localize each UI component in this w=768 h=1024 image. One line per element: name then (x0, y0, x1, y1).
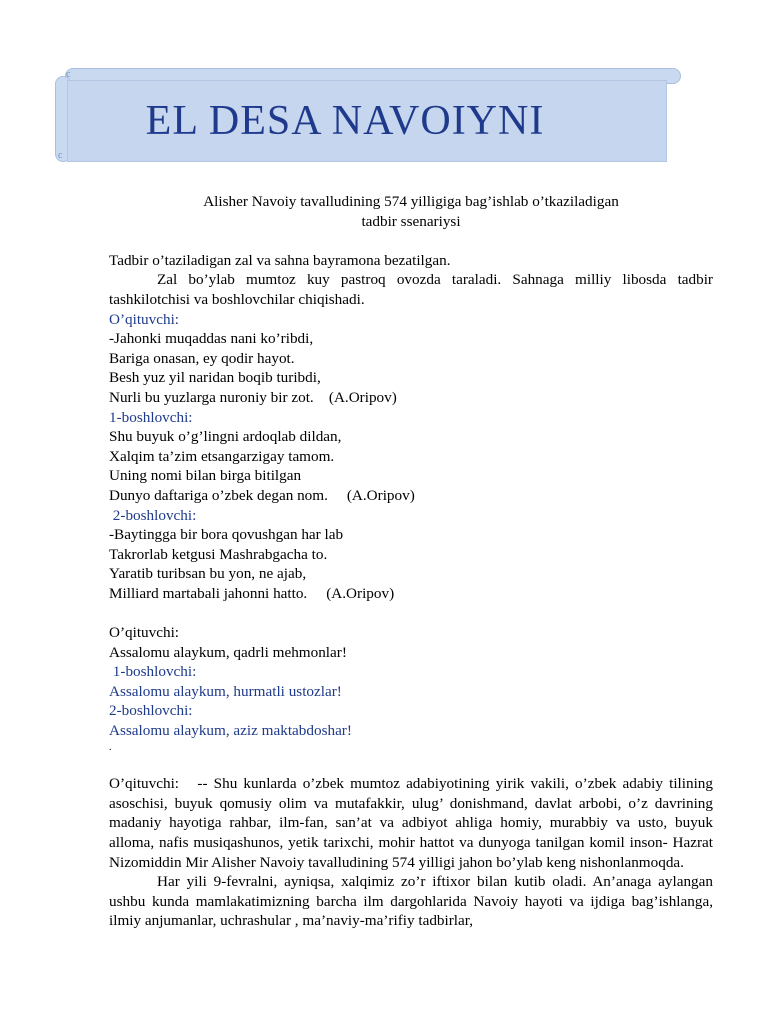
banner-panel (67, 80, 667, 162)
scroll-curl-icon: c (58, 150, 63, 161)
verse-line: Dunyo daftariga o’zbek degan nom. (A.Oripov) (109, 486, 415, 504)
speaker-label: O’qituvchi: (109, 310, 180, 328)
greeting-line: Assalomu alaykum, hurmatli ustozlar! (109, 682, 342, 700)
greeting-line: Assalomu alaykum, qadrli mehmonlar! (109, 643, 347, 661)
document-body (109, 192, 721, 931)
verse-line: -Jahonki muqaddas nani ko’ribdi, (109, 330, 314, 348)
verse-line: Xalqim ta’zim etsangarzigay tamom. (109, 447, 335, 465)
verse-line: Besh yuz yil naridan boqib turibdi, (109, 369, 321, 387)
speaker-label: O’qituvchi: (109, 624, 180, 642)
greeting-line: Assalomu alaykum, aziz maktabdoshar! (109, 722, 352, 740)
verse-line: Milliard martabali jahonni hatto. (A.Oripov) (109, 584, 395, 602)
intro-line: Tadbir o’taziladigan zal va sahna bayramona bezatilgan. (109, 251, 451, 269)
page-title: EL DESA NAVOIYNI (145, 98, 545, 144)
verse-line: Uning nomi bilan birga bitilgan (109, 467, 302, 485)
verse-line: Shu buyuk o’g’lingni ardoqlab dildan, (109, 428, 342, 446)
speaker-label: 2-boshlovchi: (109, 506, 197, 524)
verse-line: Bariga onasan, ey qodir hayot. (109, 349, 295, 367)
spacer (109, 755, 713, 775)
verse-line: Nurli bu yuzlarga nuroniy bir zot. (A.Oripov) (109, 388, 397, 406)
verse-line: Takrorlab ketgusi Mashrabgacha to. (109, 545, 328, 563)
speaker-label: 2-boshlovchi: (109, 702, 193, 720)
speaker-label: 1-boshlovchi: (109, 663, 197, 681)
subtitle-line: Alisher Navoiy tavalludining 574 yilligiga bag’ishlab o’tkaziladigan (203, 193, 619, 210)
title-banner (55, 68, 681, 164)
spacer (109, 231, 713, 251)
body-paragraph: Har yili 9-fevralni, ayniqsa, xalqimiz zo’r iftixor bilan kutib oladi. An’anaga aylangan ushbu kunda mamlakatimizning barcha ilm dargohlarida Navoiy hayoti va ijdiga bag’ishlanga, ilmiy anjumanlar, uchrashular , ma’naviy-ma’rifiy tadbirlar, (109, 873, 713, 930)
scroll-curl-icon: c (66, 69, 71, 80)
speaker-label: 1-boshlovchi: (109, 408, 193, 426)
spacer (109, 603, 713, 623)
separator-dot: . (109, 741, 112, 753)
subtitle-line: tadbir ssenariysi (361, 212, 461, 230)
verse-line: Yaratib turibsan bu yon, ne ajab, (109, 565, 307, 583)
intro-paragraph: Zal bo’ylab mumtoz kuy pastroq ovozda taraladi. Sahnaga milliy libosda tadbir tashkilotchisi va boshlovchilar chiqishadi. (109, 271, 713, 308)
body-paragraph: O’qituvchi: -- Shu kunlarda o’zbek mumtoz adabiyotining yirik vakili, o’zbek adabiy tilining asoschisi, buyuk qomusiy olim va mutafakkir, ulug’ donishmand, davlat arbobi, o’z davrining madaniy hayotiga rahbar, ilm-fan, san’at va adbiyot ahliga homiy, murabbiy va usto, buyuk alloma, nafis musiqashunos, yetik tarixchi, mohir hattot va dunyoga tanilgan komil inson- Hazrat Nizomiddin Mir Alisher Navoiy tavalludining 574 yilligi jahon bo’ylab keng nishonlanmoqda. (109, 775, 721, 871)
verse-line: -Baytingga bir bora qovushgan har lab (109, 526, 344, 544)
